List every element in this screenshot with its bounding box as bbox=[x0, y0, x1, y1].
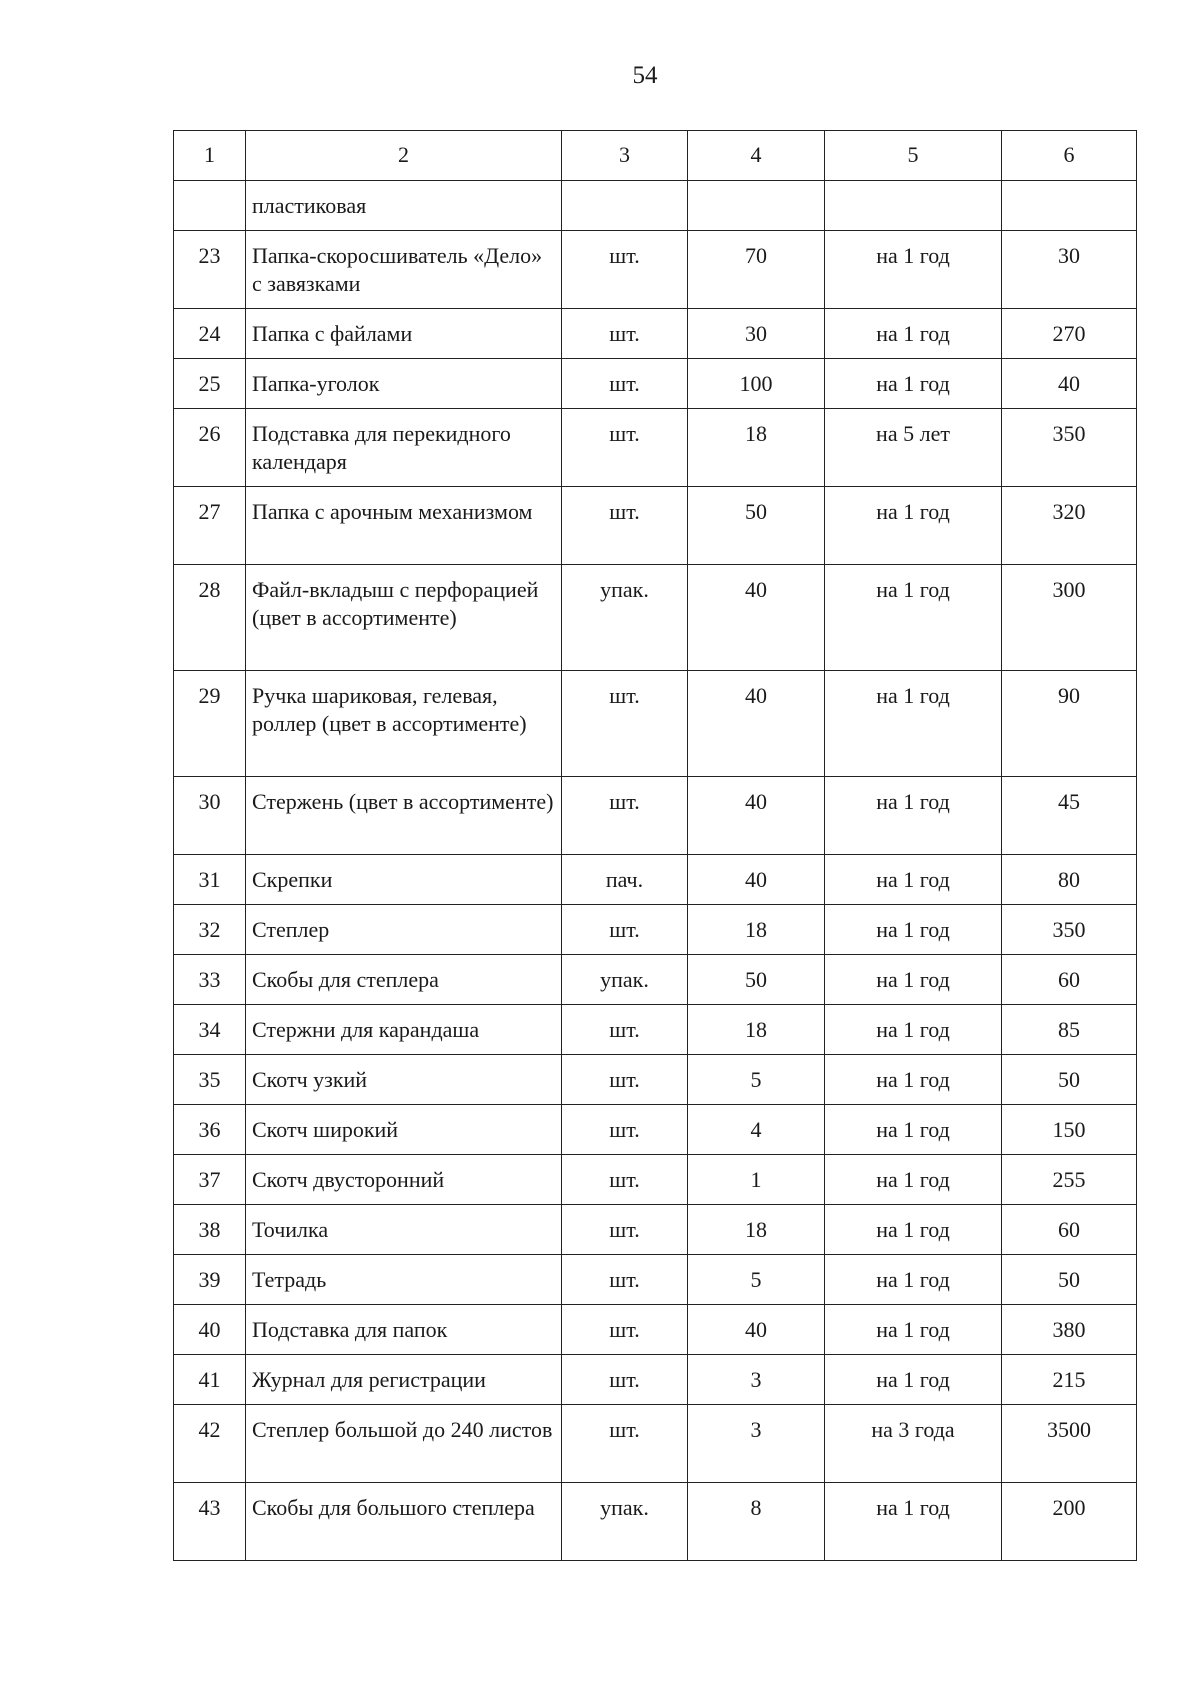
table-row bbox=[174, 1255, 1137, 1305]
item-price: 320 bbox=[1002, 487, 1137, 565]
item-price: 45 bbox=[1002, 777, 1137, 855]
item-price: 90 bbox=[1002, 671, 1137, 777]
item-term: на 1 год bbox=[825, 309, 1002, 359]
table-row bbox=[174, 777, 1137, 855]
row-number: 32 bbox=[174, 905, 246, 955]
item-price: 85 bbox=[1002, 1005, 1137, 1055]
item-quantity: 5 bbox=[688, 1055, 825, 1105]
item-name: Скотч двусторонний bbox=[246, 1155, 562, 1205]
item-price: 3500 bbox=[1002, 1405, 1137, 1483]
row-number: 33 bbox=[174, 955, 246, 1005]
item-quantity: 18 bbox=[688, 1205, 825, 1255]
table-row bbox=[174, 1105, 1137, 1155]
column-header-3: 3 bbox=[562, 131, 688, 181]
item-unit: шт. bbox=[562, 1205, 688, 1255]
item-quantity: 40 bbox=[688, 565, 825, 671]
item-unit: шт. bbox=[562, 1105, 688, 1155]
item-quantity: 40 bbox=[688, 855, 825, 905]
column-header-6: 6 bbox=[1002, 131, 1137, 181]
item-price: 200 bbox=[1002, 1483, 1137, 1561]
item-unit bbox=[562, 181, 688, 231]
item-term: на 1 год bbox=[825, 777, 1002, 855]
item-quantity bbox=[688, 181, 825, 231]
item-quantity: 18 bbox=[688, 409, 825, 487]
item-term: на 1 год bbox=[825, 1205, 1002, 1255]
table-row bbox=[174, 1005, 1137, 1055]
item-term: на 1 год bbox=[825, 487, 1002, 565]
table-row bbox=[174, 905, 1137, 955]
item-name: Подставка для перекидного календаря bbox=[246, 409, 562, 487]
row-number: 24 bbox=[174, 309, 246, 359]
item-quantity: 4 bbox=[688, 1105, 825, 1155]
item-quantity: 5 bbox=[688, 1255, 825, 1305]
item-term: на 1 год bbox=[825, 671, 1002, 777]
item-term bbox=[825, 181, 1002, 231]
item-price: 300 bbox=[1002, 565, 1137, 671]
item-unit: шт. bbox=[562, 777, 688, 855]
item-price: 50 bbox=[1002, 1055, 1137, 1105]
item-price: 40 bbox=[1002, 359, 1137, 409]
table-header-row bbox=[174, 131, 1137, 181]
item-unit: пач. bbox=[562, 855, 688, 905]
item-unit: шт. bbox=[562, 409, 688, 487]
item-name: Папка с файлами bbox=[246, 309, 562, 359]
column-header-1: 1 bbox=[174, 131, 246, 181]
item-name: пластиковая bbox=[246, 181, 562, 231]
table-row bbox=[174, 487, 1137, 565]
table-row bbox=[174, 955, 1137, 1005]
item-unit: шт. bbox=[562, 359, 688, 409]
table-row bbox=[174, 231, 1137, 309]
item-price: 215 bbox=[1002, 1355, 1137, 1405]
item-name: Скотч широкий bbox=[246, 1105, 562, 1155]
item-price: 350 bbox=[1002, 409, 1137, 487]
item-unit: шт. bbox=[562, 1155, 688, 1205]
item-unit: шт. bbox=[562, 487, 688, 565]
item-quantity: 8 bbox=[688, 1483, 825, 1561]
column-header-2: 2 bbox=[246, 131, 562, 181]
item-unit: шт. bbox=[562, 309, 688, 359]
item-unit: шт. bbox=[562, 671, 688, 777]
item-unit: упак. bbox=[562, 1483, 688, 1561]
item-term: на 1 год bbox=[825, 231, 1002, 309]
item-quantity: 40 bbox=[688, 1305, 825, 1355]
row-number: 28 bbox=[174, 565, 246, 671]
item-name: Журнал для регистрации bbox=[246, 1355, 562, 1405]
item-term: на 1 год bbox=[825, 1255, 1002, 1305]
table-row bbox=[174, 1205, 1137, 1255]
item-name: Скрепки bbox=[246, 855, 562, 905]
column-header-5: 5 bbox=[825, 131, 1002, 181]
item-term: на 1 год bbox=[825, 1155, 1002, 1205]
item-quantity: 30 bbox=[688, 309, 825, 359]
row-number: 27 bbox=[174, 487, 246, 565]
table-row bbox=[174, 1355, 1137, 1405]
table-row bbox=[174, 359, 1137, 409]
item-term: на 1 год bbox=[825, 855, 1002, 905]
item-price: 350 bbox=[1002, 905, 1137, 955]
item-price: 270 bbox=[1002, 309, 1137, 359]
item-unit: шт. bbox=[562, 1055, 688, 1105]
item-term: на 1 год bbox=[825, 565, 1002, 671]
row-number: 39 bbox=[174, 1255, 246, 1305]
row-number: 40 bbox=[174, 1305, 246, 1355]
item-term: на 1 год bbox=[825, 905, 1002, 955]
item-name: Стержни для карандаша bbox=[246, 1005, 562, 1055]
item-price: 30 bbox=[1002, 231, 1137, 309]
item-term: на 1 год bbox=[825, 1305, 1002, 1355]
item-unit: шт. bbox=[562, 1005, 688, 1055]
item-name: Скобы для большого степлера bbox=[246, 1483, 562, 1561]
item-unit: шт. bbox=[562, 1305, 688, 1355]
item-term: на 1 год bbox=[825, 1483, 1002, 1561]
table-row bbox=[174, 181, 1137, 231]
row-number: 25 bbox=[174, 359, 246, 409]
item-unit: упак. bbox=[562, 565, 688, 671]
row-number: 31 bbox=[174, 855, 246, 905]
item-price: 380 bbox=[1002, 1305, 1137, 1355]
table-row bbox=[174, 671, 1137, 777]
row-number bbox=[174, 181, 246, 231]
item-name: Тетрадь bbox=[246, 1255, 562, 1305]
row-number: 30 bbox=[174, 777, 246, 855]
item-quantity: 40 bbox=[688, 777, 825, 855]
table-row bbox=[174, 1405, 1137, 1483]
table-row bbox=[174, 1055, 1137, 1105]
item-quantity: 1 bbox=[688, 1155, 825, 1205]
item-price bbox=[1002, 181, 1137, 231]
item-price: 60 bbox=[1002, 955, 1137, 1005]
item-name: Файл-вкладыш с перфорацией (цвет в ассортименте) bbox=[246, 565, 562, 671]
item-unit: шт. bbox=[562, 1405, 688, 1483]
row-number: 42 bbox=[174, 1405, 246, 1483]
row-number: 34 bbox=[174, 1005, 246, 1055]
page-number: 54 bbox=[632, 62, 658, 89]
column-header-4: 4 bbox=[688, 131, 825, 181]
table-row bbox=[174, 855, 1137, 905]
row-number: 38 bbox=[174, 1205, 246, 1255]
item-quantity: 100 bbox=[688, 359, 825, 409]
item-term: на 1 год bbox=[825, 359, 1002, 409]
row-number: 26 bbox=[174, 409, 246, 487]
item-name: Степлер bbox=[246, 905, 562, 955]
item-name: Степлер большой до 240 листов bbox=[246, 1405, 562, 1483]
row-number: 43 bbox=[174, 1483, 246, 1561]
item-name: Стержень (цвет в ассортименте) bbox=[246, 777, 562, 855]
item-unit: шт. bbox=[562, 905, 688, 955]
item-quantity: 18 bbox=[688, 905, 825, 955]
row-number: 23 bbox=[174, 231, 246, 309]
item-term: на 5 лет bbox=[825, 409, 1002, 487]
item-price: 60 bbox=[1002, 1205, 1137, 1255]
supply-table bbox=[173, 130, 1137, 1561]
item-term: на 1 год bbox=[825, 1355, 1002, 1405]
item-quantity: 50 bbox=[688, 955, 825, 1005]
item-name: Папка с арочным механизмом bbox=[246, 487, 562, 565]
item-quantity: 70 bbox=[688, 231, 825, 309]
table-row bbox=[174, 1305, 1137, 1355]
item-name: Подставка для папок bbox=[246, 1305, 562, 1355]
item-quantity: 50 bbox=[688, 487, 825, 565]
item-quantity: 3 bbox=[688, 1405, 825, 1483]
item-name: Скотч узкий bbox=[246, 1055, 562, 1105]
item-unit: шт. bbox=[562, 1255, 688, 1305]
table-row bbox=[174, 1483, 1137, 1561]
row-number: 29 bbox=[174, 671, 246, 777]
table-row bbox=[174, 1155, 1137, 1205]
table-row bbox=[174, 565, 1137, 671]
item-name: Папка-уголок bbox=[246, 359, 562, 409]
item-price: 50 bbox=[1002, 1255, 1137, 1305]
item-name: Точилка bbox=[246, 1205, 562, 1255]
item-unit: упак. bbox=[562, 955, 688, 1005]
row-number: 37 bbox=[174, 1155, 246, 1205]
item-term: на 1 год bbox=[825, 1105, 1002, 1155]
table-row bbox=[174, 409, 1137, 487]
item-name: Ручка шариковая, гелевая, роллер (цвет в ассортименте) bbox=[246, 671, 562, 777]
item-price: 255 bbox=[1002, 1155, 1137, 1205]
row-number: 36 bbox=[174, 1105, 246, 1155]
item-unit: шт. bbox=[562, 231, 688, 309]
item-name: Папка-скоросшиватель «Дело» с завязками bbox=[246, 231, 562, 309]
table-row bbox=[174, 309, 1137, 359]
item-quantity: 18 bbox=[688, 1005, 825, 1055]
item-unit: шт. bbox=[562, 1355, 688, 1405]
row-number: 41 bbox=[174, 1355, 246, 1405]
item-term: на 1 год bbox=[825, 1055, 1002, 1105]
item-term: на 1 год bbox=[825, 955, 1002, 1005]
item-price: 150 bbox=[1002, 1105, 1137, 1155]
item-name: Скобы для степлера bbox=[246, 955, 562, 1005]
item-term: на 3 года bbox=[825, 1405, 1002, 1483]
item-term: на 1 год bbox=[825, 1005, 1002, 1055]
item-quantity: 3 bbox=[688, 1355, 825, 1405]
row-number: 35 bbox=[174, 1055, 246, 1105]
item-price: 80 bbox=[1002, 855, 1137, 905]
item-quantity: 40 bbox=[688, 671, 825, 777]
